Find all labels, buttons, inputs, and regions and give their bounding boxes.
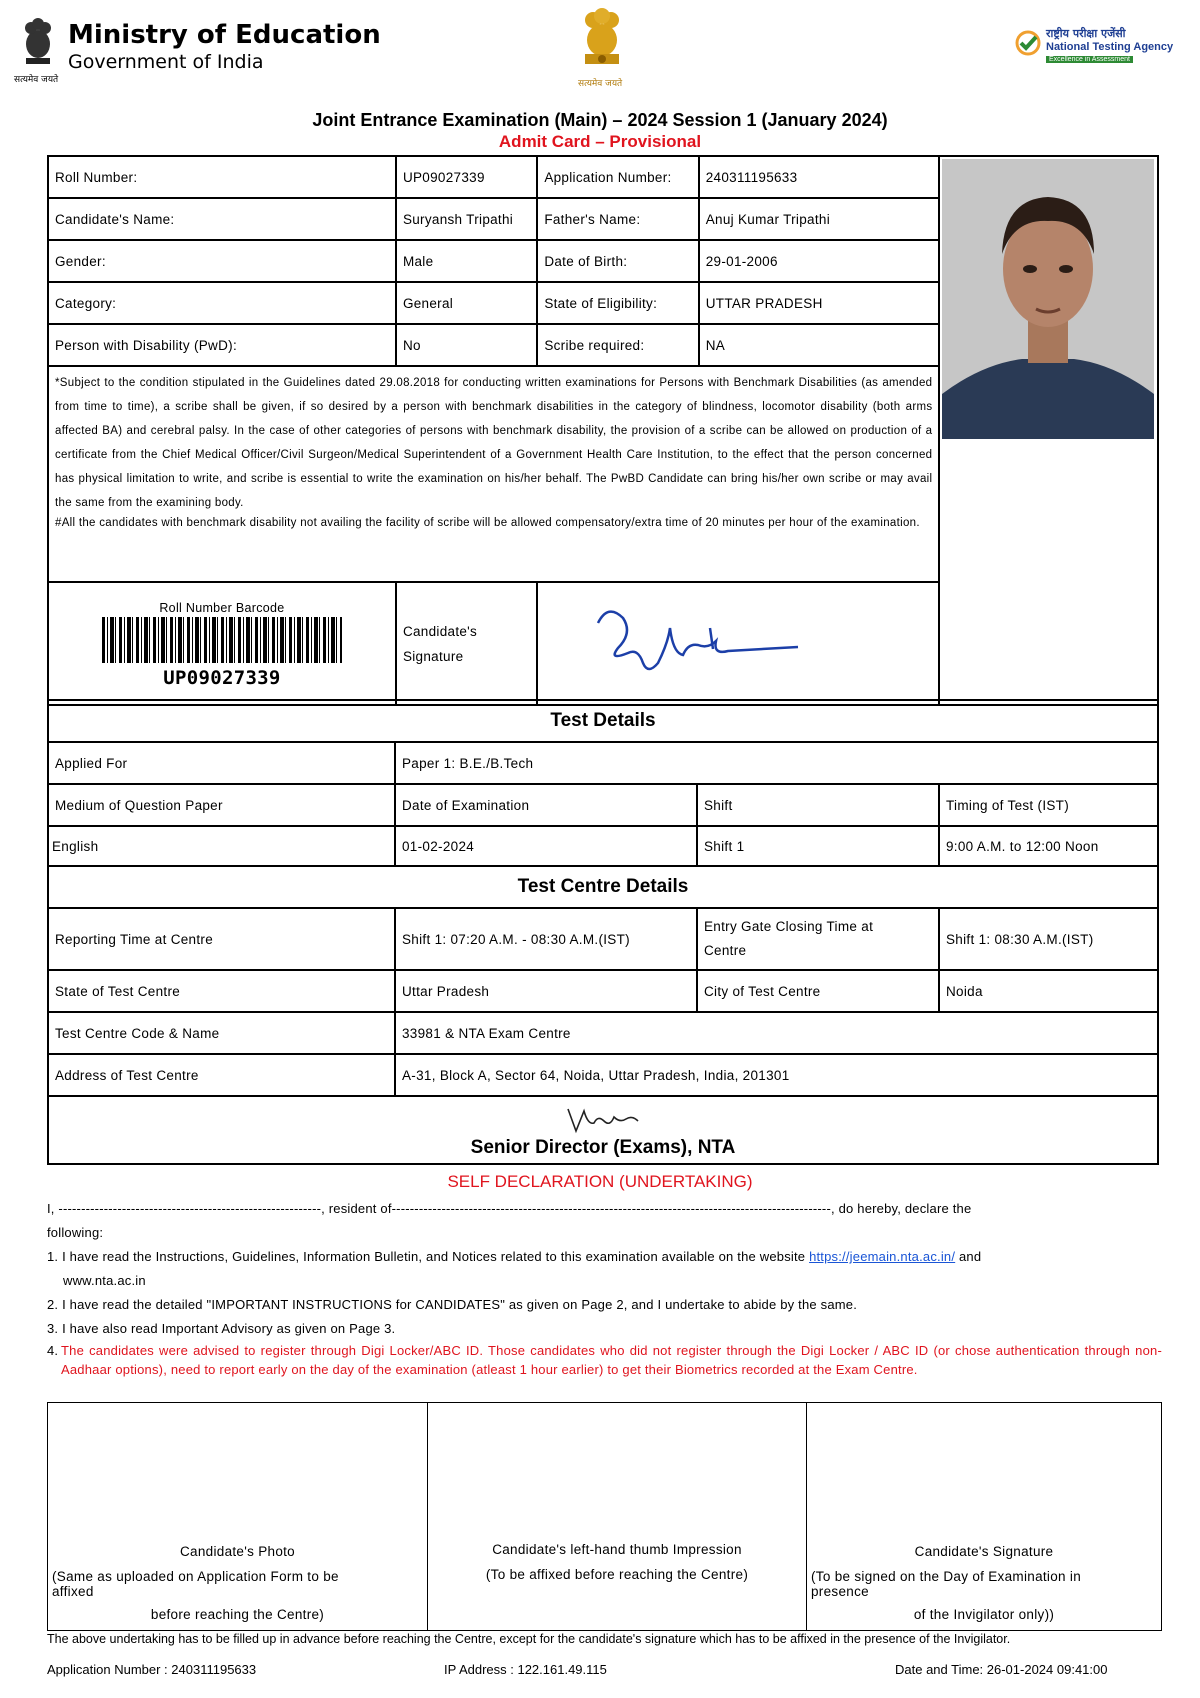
item1-number: 1. (47, 1249, 59, 1264)
admit-card-label: Admit Card – Provisional (498, 132, 702, 151)
declaration-item-2 (47, 1293, 1162, 1317)
item3-text: I have also read Important Advisory as given on Page 3. (62, 1321, 396, 1336)
scribe-value: NA (699, 324, 940, 366)
sign-box-title: Candidate's Signature (914, 1544, 1054, 1559)
director-title: Senior Director (Exams), NTA (470, 1137, 736, 1158)
footer-application-number: Application Number : 240311195633 (47, 1662, 257, 1677)
ministry-title: Ministry of Education (68, 20, 381, 50)
application-label: Application Number: (537, 156, 698, 198)
centre-code-label: Test Centre Code & Name (48, 1012, 395, 1054)
gender-value: Male (396, 240, 537, 282)
photo-cell (939, 156, 1158, 705)
sign-box-note-1: (To be signed on the Day of Examination in (811, 1569, 1082, 1584)
national-emblem-icon (577, 6, 627, 82)
barcode-icon (102, 617, 342, 663)
photo-box-note-3: before reaching the Centre) (150, 1607, 325, 1622)
doe-value: 01-02-2024 (395, 826, 697, 866)
exam-title: Joint Entrance Examination (Main) – 2024 Session 1 (January 2024) (312, 110, 888, 130)
item4-number: 4. (47, 1343, 59, 1358)
test-details-table (47, 699, 1159, 1165)
applied-label: Applied For (48, 742, 395, 784)
footer-note: The above undertaking has to be filled up in advance before reaching the Centre, except for the candidate's signature which has to be affixed in the presence of the Invigilator. (47, 1632, 1011, 1646)
roll-value: UP09027339 (396, 156, 537, 198)
doe-label: Date of Examination (395, 784, 697, 826)
state-value: UTTAR PRADESH (699, 282, 940, 324)
timing-value: 9:00 A.M. to 12:00 Noon (939, 826, 1158, 866)
photo-box-note-2: affixed (52, 1584, 94, 1599)
jeemain-link[interactable]: https://jeemain.nta.ac.in/ (809, 1249, 956, 1264)
dob-label: Date of Birth: (537, 240, 698, 282)
signature-label-2: Signature (402, 648, 464, 664)
signature-cell (537, 582, 939, 705)
item3-number: 3. (47, 1321, 59, 1336)
centre-address-label: Address of Test Centre (48, 1054, 395, 1096)
item1-and: and (955, 1249, 982, 1264)
roll-label: Roll Number: (48, 156, 396, 198)
nta-hindi-name: राष्ट्रीय परीक्षा एजेंसी (1046, 27, 1126, 40)
declaration-item-1 (47, 1245, 1162, 1293)
pwd-label: Person with Disability (PwD): (48, 324, 396, 366)
ministry-subtitle: Government of India (68, 51, 264, 73)
candidate-signature-icon (538, 583, 908, 701)
thumb-box (428, 1403, 807, 1631)
category-label: Category: (48, 282, 396, 324)
gate-label-cell (697, 908, 939, 970)
scribe-label: Scribe required: (537, 324, 698, 366)
pwd-note-2: #All the candidates with benchmark disability not availing the facility of scribe will be allowed compensatory/extra time of 20 minutes per hour of the examination. (55, 517, 920, 529)
name-value: Suryansh Tripathi (396, 198, 537, 240)
dob-value: 29-01-2006 (699, 240, 940, 282)
name-label: Candidate's Name: (48, 198, 396, 240)
applied-value: Paper 1: B.E./B.Tech (395, 742, 1158, 784)
centre-state-value: Uttar Pradesh (395, 970, 697, 1012)
thumb-box-title: Candidate's left-hand thumb Impression (492, 1542, 742, 1557)
centre-code-value: 33981 & NTA Exam Centre (395, 1012, 1158, 1054)
centre-heading: Test Centre Details (48, 866, 1158, 908)
photo-box-title: Candidate's Photo (179, 1544, 295, 1559)
national-emblem-caption: सत्यमेव जयते (578, 79, 623, 89)
photo-box (48, 1403, 428, 1631)
candidate-photo (942, 159, 1154, 439)
candidate-table (47, 155, 1159, 706)
timing-label: Timing of Test (IST) (939, 784, 1158, 826)
centre-city-value: Noida (939, 970, 1158, 1012)
declaration-line1 (47, 1197, 1162, 1245)
footer-ip-address: IP Address : 122.161.49.115 (444, 1662, 607, 1677)
gender-label: Gender: (48, 240, 396, 282)
test-details-heading: Test Details (48, 700, 1158, 742)
centre-address-value: A-31, Block A, Sector 64, Noida, Uttar Pradesh, India, 201301 (395, 1054, 1158, 1096)
gate-value: Shift 1: 08:30 A.M.(IST) (939, 908, 1158, 970)
ministry-emblem-caption: सत्यमेव जयते (14, 75, 59, 85)
declaration-item-3 (47, 1317, 1162, 1341)
category-value: General (396, 282, 537, 324)
pwd-note-cell (48, 366, 939, 582)
centre-city-label: City of Test Centre (697, 970, 939, 1012)
gate-label-1: Entry Gate Closing Time at (704, 919, 874, 934)
declaration-heading: SELF DECLARATION (UNDERTAKING) (447, 1172, 753, 1191)
shift-label: Shift (697, 784, 939, 826)
item2-number: 2. (47, 1297, 59, 1312)
reporting-value: Shift 1: 07:20 A.M. - 08:30 A.M.(IST) (395, 908, 697, 970)
signature-label-1: Candidate's (402, 623, 478, 639)
undertaking-boxes (47, 1402, 1162, 1631)
nta-logo-icon (1015, 30, 1041, 56)
nta-tagline: Excellence in Assessment (1046, 56, 1133, 63)
director-cell (48, 1096, 1158, 1164)
photo-box-note-1: (Same as uploaded on Application Form to be (52, 1569, 339, 1584)
director-signature-icon (558, 1103, 648, 1137)
medium-value: English (48, 826, 395, 866)
footer-datetime: Date and Time: 26-01-2024 09:41:00 (895, 1662, 1108, 1677)
item2-text: I have read the detailed "IMPORTANT INSTRUCTIONS for CANDIDATES" as given on Page 2, and I undertake to abide by the same. (62, 1297, 858, 1312)
sign-box-note-2: presence (811, 1584, 869, 1599)
sign-box (807, 1403, 1162, 1631)
state-label: State of Eligibility: (537, 282, 698, 324)
signature-label-cell (396, 582, 537, 705)
shift-value: Shift 1 (697, 826, 939, 866)
declaration-line1-b: following: (47, 1225, 104, 1240)
barcode-label: Roll Number Barcode (159, 600, 285, 615)
sign-box-note-3: of the Invigilator only)) (913, 1607, 1055, 1622)
item1-nta-url: www.nta.ac.in (63, 1273, 146, 1288)
thumb-box-note: (To be affixed before reaching the Centre) (485, 1567, 749, 1582)
medium-label: Medium of Question Paper (48, 784, 395, 826)
centre-state-label: State of Test Centre (48, 970, 395, 1012)
barcode-cell (48, 582, 396, 705)
declaration-item-4 (47, 1341, 1162, 1379)
father-label: Father's Name: (537, 198, 698, 240)
gate-label-2: Centre (704, 943, 747, 958)
pwd-value: No (396, 324, 537, 366)
ministry-emblem-icon (18, 14, 58, 78)
barcode-value: UP09027339 (163, 666, 281, 689)
item4-text: The candidates were advised to register through Digi Locker/ABC ID. Those candidates who did not register through the Digi Locker / ABC ID (or chose authentication through non-Aadhaar options), need to report early on the day of the examination (atleast 1 hour earlier) to get their Biometrics recorded at the Exam Centre. (61, 1343, 1162, 1377)
pwd-note-1: *Subject to the condition stipulated in the Guidelines dated 29.08.2018 for conducting written examinations for Persons with Benchmark Disabilities (as amended from time to time), a scribe shall be given, if so desired by a person with benchmark disabilities in the category of blindness, locomotor disability (both arms affected BA) and cerebral palsy. In the case of other categories of persons with benchmark disability, the provision of a scribe can be allowed on production of a certificate from the Chief Medical Officer/Civil Surgeon/Medical Superintendent of a Government Health Care Institution, to the effect that the person concerned has physical limitation to write, and scribe is essential to write the examination on his/her behalf. The PwBD Candidate can bring his/her own scribe or may avail the same from the examining body. (55, 377, 933, 509)
nta-english-name: National Testing Agency (1046, 41, 1174, 53)
father-value: Anuj Kumar Tripathi (699, 198, 940, 240)
item1-text: I have read the Instructions, Guidelines, Information Bulletin, and Notices related to this examination available on the website (62, 1249, 810, 1264)
declaration-line1-a: I, ----------------------------------------------------------, resident of-------------------------------------------------------------------------------------------------, do hereby, declare the (47, 1201, 972, 1216)
reporting-label: Reporting Time at Centre (48, 908, 395, 970)
application-value: 240311195633 (699, 156, 940, 198)
